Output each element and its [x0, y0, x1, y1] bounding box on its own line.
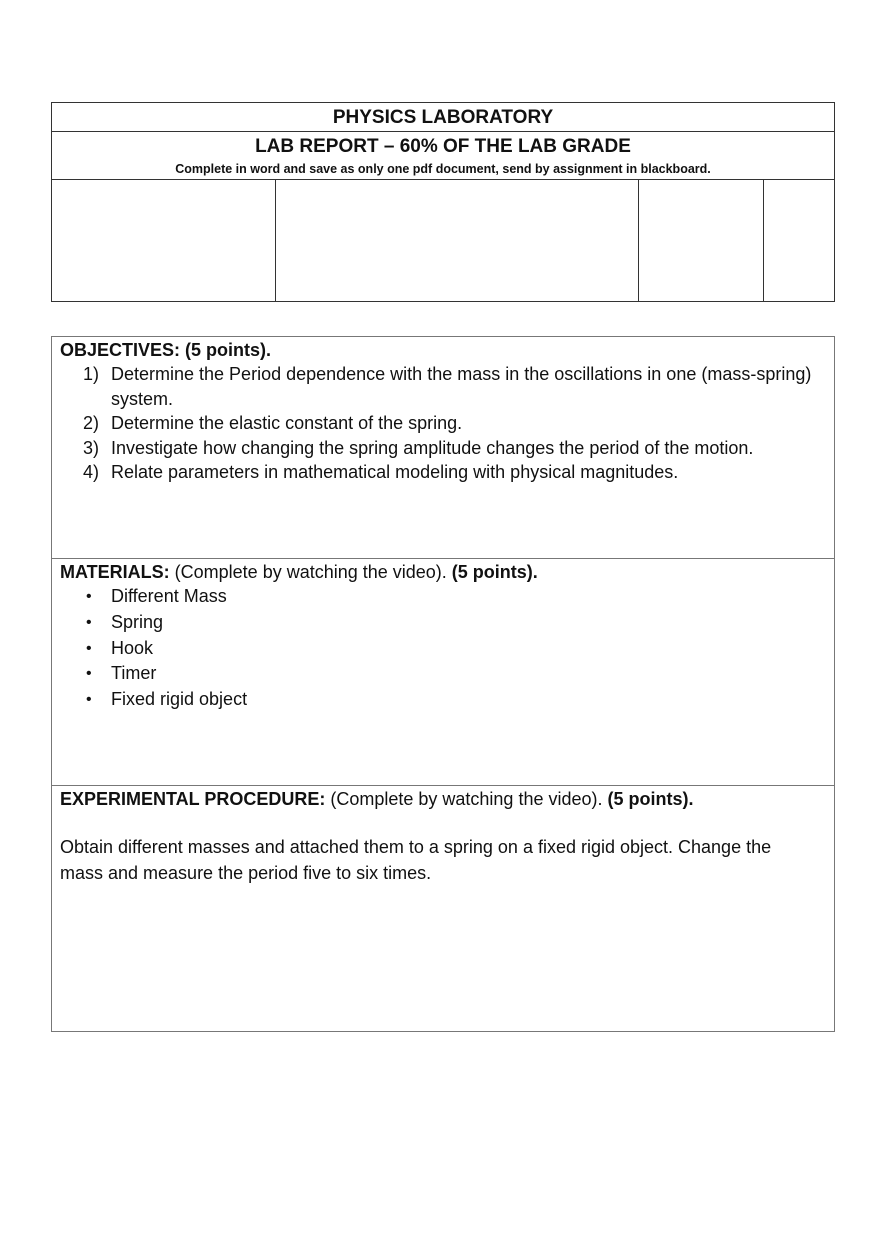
procedure-heading-line: [60, 787, 826, 811]
objective-text: Determine the Period dependence with the mass in the oscillations in one (mass-spring) system.: [111, 364, 812, 409]
objective-number: 1): [83, 364, 100, 384]
materials-list: [60, 584, 826, 713]
objectives-list: [60, 362, 826, 485]
header-table: [51, 102, 835, 302]
info-cell-2[interactable]: [276, 180, 639, 301]
bullet-icon: •: [86, 691, 92, 709]
objectives-section: [52, 337, 834, 559]
objectives-heading: OBJECTIVES: (5 points).: [60, 340, 272, 360]
material-item: [60, 584, 826, 610]
material-item: [60, 636, 826, 662]
procedure-text: Obtain different masses and attached them to a spring on a fixed rigid object. Change the mass and measure the period five to six times.: [60, 837, 772, 883]
procedure-points: (5 points).: [607, 789, 694, 809]
submission-instructions: Complete in word and save as only one pdf document, send by assignment in blackboard.: [175, 162, 711, 176]
bullet-icon: •: [86, 613, 92, 631]
materials-section: [52, 559, 834, 786]
materials-heading: MATERIALS:: [60, 562, 170, 582]
info-cell-1[interactable]: [52, 180, 276, 301]
lab-title: PHYSICS LABORATORY: [52, 103, 834, 132]
report-sections-table: [51, 336, 835, 1032]
procedure-heading: EXPERIMENTAL PROCEDURE:: [60, 789, 326, 809]
material-item: [60, 661, 826, 687]
report-subtitle: LAB REPORT – 60% OF THE LAB GRADE: [255, 136, 631, 157]
objective-item: [60, 436, 826, 461]
materials-note: (Complete by watching the video).: [169, 562, 452, 582]
info-cell-4[interactable]: [764, 180, 834, 301]
objective-number: 2): [83, 413, 100, 433]
objective-text: Investigate how changing the spring amplitude changes the period of the motion.: [111, 437, 754, 458]
info-cell-3[interactable]: [639, 180, 764, 301]
material-text: Spring: [111, 611, 164, 632]
report-heading: [52, 132, 834, 180]
objective-text: Determine the elastic constant of the spring.: [111, 413, 463, 433]
objective-text: Relate parameters in mathematical modeling with physical magnitudes.: [111, 462, 679, 482]
bullet-icon: •: [86, 588, 92, 605]
procedure-note: (Complete by watching the video).: [325, 789, 608, 809]
material-text: Fixed rigid object: [111, 689, 248, 710]
bullet-icon: •: [86, 639, 92, 657]
objective-item: [60, 460, 826, 485]
material-text: Timer: [111, 663, 157, 684]
objective-number: 3): [83, 437, 100, 458]
material-text: Different Mass: [111, 586, 227, 606]
bullet-icon: •: [86, 665, 92, 683]
objective-item: [60, 411, 826, 436]
material-item: [60, 610, 826, 636]
material-text: Hook: [111, 637, 154, 658]
material-item: [60, 687, 826, 713]
materials-points: (5 points).: [451, 562, 538, 582]
materials-heading-line: [60, 560, 826, 584]
objective-item: [60, 362, 826, 411]
procedure-section: [52, 786, 834, 1031]
objective-number: 4): [83, 462, 100, 482]
header-info-row: [52, 180, 834, 301]
